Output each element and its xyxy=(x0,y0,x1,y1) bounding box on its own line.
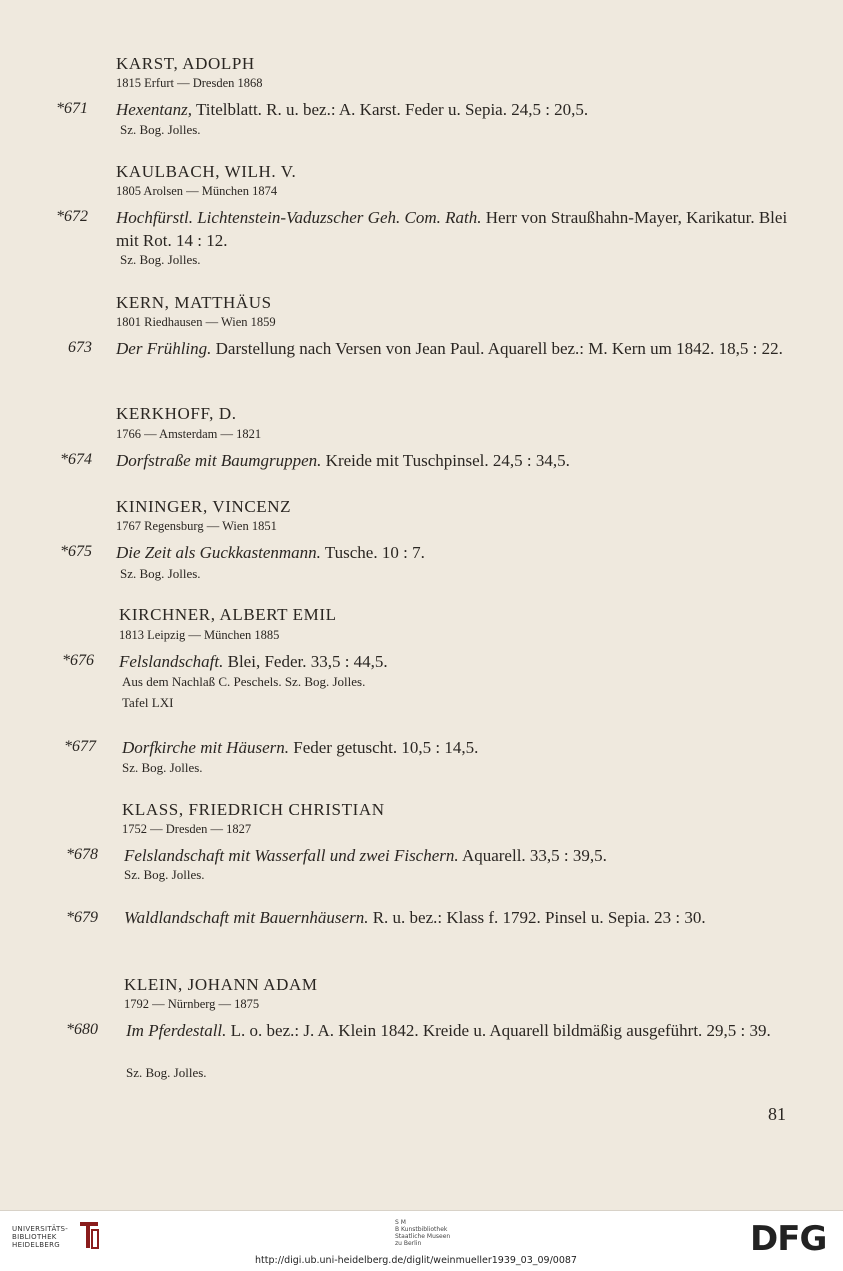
library-line: Staatliche Museen xyxy=(395,1233,451,1240)
lot-provenance: Sz. Bog. Jolles. xyxy=(126,1065,207,1080)
artist-name: KININGER, VINCENZ xyxy=(116,497,292,516)
lot-description xyxy=(116,98,792,121)
artist-name: KLASS, FRIEDRICH CHRISTIAN xyxy=(122,800,385,819)
artist-name: KERN, MATTHÄUS xyxy=(116,293,272,312)
lot-description xyxy=(116,337,792,360)
lot-provenance: Sz. Bog. Jolles. xyxy=(124,867,205,882)
artist-life-dates: 1801 Riedhausen — Wien 1859 xyxy=(116,315,276,329)
artist-life-dates: 1766 — Amsterdam — 1821 xyxy=(116,427,262,441)
library-line: B Kunstbibliothek xyxy=(395,1226,448,1233)
lot-title: Felslandschaft. xyxy=(119,652,224,671)
artist-life-dates: 1767 Regensburg — Wien 1851 xyxy=(116,519,277,533)
museum-library-label xyxy=(395,1219,450,1247)
lot-number: *675 xyxy=(60,543,92,560)
artist-life-dates: 1815 Erfurt — Dresden 1868 xyxy=(116,76,263,90)
lot-description xyxy=(126,1019,792,1042)
lot-number: 673 xyxy=(68,339,92,356)
lot-title: Waldlandschaft mit Bauernhäusern. xyxy=(124,908,369,927)
university-logo-icon xyxy=(76,1218,102,1252)
lot-provenance: Sz. Bog. Jolles. xyxy=(120,566,201,581)
lot-title: Im Pferdestall. xyxy=(126,1021,227,1040)
artist-life-dates: 1792 — Nürnberg — 1875 xyxy=(124,997,260,1011)
lot-details: L. o. bez.: J. A. Klein 1842. Kreide u. Aquarell bildmäßig ausgeführt. 29,5 : 39. xyxy=(226,1021,771,1040)
lot-title: Felslandschaft mit Wasserfall und zwei Fischern. xyxy=(124,846,459,865)
dfg-logo: DFG xyxy=(750,1219,827,1259)
lot-title: Der Frühling. xyxy=(116,339,212,358)
lot-description xyxy=(116,206,792,252)
lot-details: Kreide mit Tuschpinsel. 24,5 : 34,5. xyxy=(321,451,570,470)
university-line: BIBLIOTHEK xyxy=(12,1233,57,1241)
lot-title: Dorfkirche mit Häusern. xyxy=(122,738,289,757)
university-line: HEIDELBERG xyxy=(12,1241,60,1249)
lot-number: *674 xyxy=(60,451,92,468)
lot-details: Feder getuscht. 10,5 : 14,5. xyxy=(289,738,479,757)
artist-name: KIRCHNER, ALBERT EMIL xyxy=(119,605,337,624)
artist-name: KARST, ADOLPH xyxy=(116,54,255,73)
artist-life-dates: 1813 Leipzig — München 1885 xyxy=(119,628,280,642)
lot-provenance: Sz. Bog. Jolles. xyxy=(120,252,201,267)
university-library-label xyxy=(12,1225,68,1249)
lot-number: *679 xyxy=(66,909,98,926)
lot-title: Hochfürstl. Lichtenstein-Vaduzscher Geh. Com. Rath. xyxy=(116,208,482,227)
artist-name: KERKHOFF, D. xyxy=(116,404,237,423)
lot-title: Die Zeit als Guckkastenmann. xyxy=(116,543,321,562)
lot-number: *676 xyxy=(62,652,94,669)
lot-description xyxy=(119,650,795,673)
lot-title: Dorfstraße mit Baumgruppen. xyxy=(116,451,322,470)
lot-description xyxy=(122,736,798,759)
artist-name: KLEIN, JOHANN ADAM xyxy=(124,975,318,994)
lot-title: Hexentanz, xyxy=(116,100,193,119)
lot-provenance: Sz. Bog. Jolles. xyxy=(122,760,203,775)
plate-reference: Tafel LXI xyxy=(122,695,174,710)
page-number: 81 xyxy=(768,1104,786,1124)
lot-details: Titelblatt. R. u. bez.: A. Karst. Feder u. Sepia. 24,5 : 20,5. xyxy=(192,100,589,119)
lot-provenance: Aus dem Nachlaß C. Peschels. Sz. Bog. Jolles. xyxy=(122,674,366,689)
lot-number: *677 xyxy=(64,738,96,755)
library-line: S M xyxy=(395,1219,406,1226)
university-line: UNIVERSITÄTS- xyxy=(12,1225,69,1233)
lot-number: *680 xyxy=(66,1021,98,1038)
lot-description xyxy=(124,844,800,867)
lot-description xyxy=(124,906,792,929)
lot-details: Herr von Straußhahn-Mayer, Karikatur. Blei mit Rot. 14 : 12. xyxy=(116,208,788,250)
library-line: zu Berlin xyxy=(395,1240,422,1247)
artist-life-dates: 1752 — Dresden — 1827 xyxy=(122,822,252,836)
artist-name: KAULBACH, WILH. V. xyxy=(116,162,297,181)
lot-details: Darstellung nach Versen von Jean Paul. Aquarell bez.: M. Kern um 1842. 18,5 : 22. xyxy=(211,339,783,358)
lot-description xyxy=(116,541,792,564)
lot-details: R. u. bez.: Klass f. 1792. Pinsel u. Sepia. 23 : 30. xyxy=(368,908,706,927)
lot-provenance: Sz. Bog. Jolles. xyxy=(120,122,201,137)
lot-details: Blei, Feder. 33,5 : 44,5. xyxy=(223,652,388,671)
lot-number: *672 xyxy=(56,208,88,225)
lot-details: Aquarell. 33,5 : 39,5. xyxy=(458,846,607,865)
lot-description xyxy=(116,449,792,472)
lot-details: Tusche. 10 : 7. xyxy=(320,543,425,562)
source-url-link[interactable]: http://digi.ub.uni-heidelberg.de/diglit/weinmueller1939_03_09/0087 xyxy=(255,1255,577,1266)
artist-life-dates: 1805 Arolsen — München 1874 xyxy=(116,184,278,198)
lot-number: *678 xyxy=(66,846,98,863)
lot-number: *671 xyxy=(56,100,88,117)
